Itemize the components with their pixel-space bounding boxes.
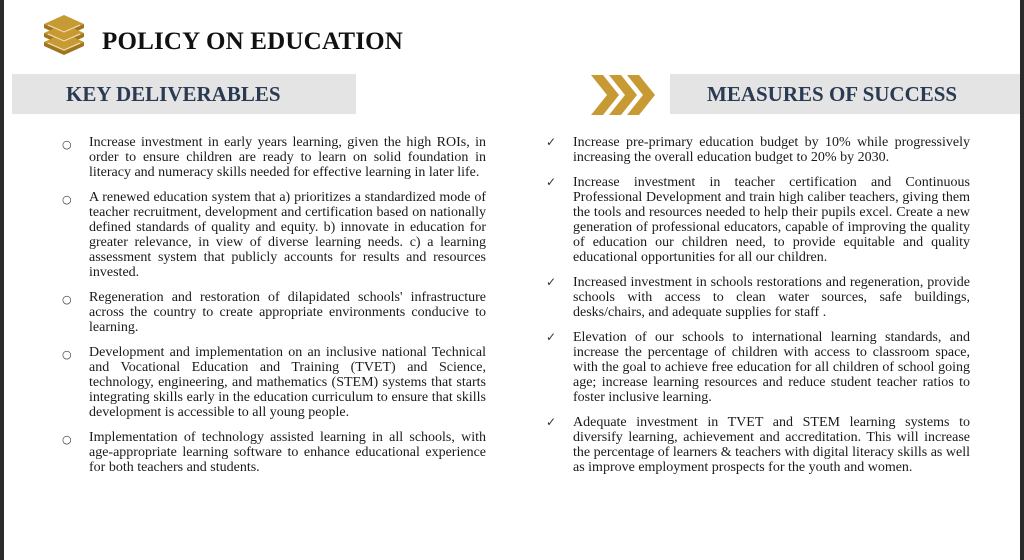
measures-of-success-list: [546, 135, 970, 485]
checkmark-icon: ✓: [546, 175, 557, 189]
list-item-text: Increased investment in schools restorations and regeneration, provide schools with access to clean water sources, safe buildings, desks/chairs, and adequate supplies for staff .: [573, 275, 970, 320]
checkmark-icon: ✓: [546, 415, 557, 429]
circle-bullet-icon: ○: [62, 293, 72, 306]
list-item: [62, 430, 486, 475]
slide-page: [4, 0, 1020, 560]
measures-of-success-heading: MEASURES OF SUCCESS: [707, 82, 958, 106]
list-item-text: Implementation of technology assisted learning in all schools, with age-appropriate learning software to enhance educational experience for both teachers and students.: [89, 430, 486, 475]
list-item: [546, 415, 970, 475]
list-item: [62, 135, 486, 180]
list-item-text: Regeneration and restoration of dilapidated schools' infrastructure across the country to create appropriate environments conducive to learning.: [89, 290, 486, 335]
key-deliverables-list: [62, 135, 486, 485]
list-item: [62, 190, 486, 280]
list-item-text: Increase investment in teacher certification and Continuous Professional Development and train high caliber teachers, giving them the tools and resources needed to help their pupils excel. Create a new generation of professional educators, capable of improving the quality of education our children need, to provide equitable and quality educational opportunities for all our children.: [573, 175, 970, 265]
list-item-text: Increase investment in early years learning, given the high ROIs, in order to ensure children are ready to learn on solid foundation in literacy and numeracy skills needed for effective learning in later life.: [89, 135, 486, 180]
checkmark-icon: ✓: [546, 135, 557, 149]
key-deliverables-heading: KEY DELIVERABLES: [66, 82, 281, 106]
list-item: [546, 175, 970, 265]
triple-chevron-right-icon: [589, 73, 657, 117]
page-title: POLICY ON EDUCATION: [102, 28, 404, 55]
circle-bullet-icon: ○: [62, 433, 72, 446]
circle-bullet-icon: ○: [62, 193, 72, 206]
checkmark-icon: ✓: [546, 330, 557, 344]
list-item: [546, 275, 970, 320]
list-item-text: Development and implementation on an inclusive national Technical and Vocational Education and Training (TVET) and Science, technology, engineering, and mathematics (STEM) systems that starts integrating skills early in the education curriculum to ensure that skills development is accessible to all young people.: [89, 345, 486, 420]
measures-of-success-band: [670, 74, 1022, 114]
stacked-books-icon: [40, 12, 88, 58]
list-item: [546, 330, 970, 405]
right-page-edge: [1020, 0, 1024, 560]
list-item: [546, 135, 970, 165]
list-item-text: A renewed education system that a) prioritizes a standardized mode of teacher recruitment, development and certification based on nationally defined standards of quality and equity. b) innovate in education for greater relevance, in view of diverse learning needs. c) a learning assessment system that publicly accounts for results and resources invested.: [89, 190, 486, 280]
circle-bullet-icon: ○: [62, 138, 72, 151]
key-deliverables-band: [12, 74, 356, 114]
list-item-text: Increase pre-primary education budget by 10% while progressively increasing the overall education budget to 20% by 2030.: [573, 135, 970, 165]
list-item-text: Adequate investment in TVET and STEM learning systems to diversify learning, achievement and accreditation. This will increase the percentage of learners & teachers with digital literacy skills as well as improve employment prospects for the youth and women.: [573, 415, 970, 475]
list-item: [62, 345, 486, 420]
list-item-text: Elevation of our schools to international learning standards, and increase the percentage of children with access to classroom space, with the goal to achieve free education for all children of school going age; increase learning resources and reduce student teacher ratios to foster inclusive learning.: [573, 330, 970, 405]
list-item: [62, 290, 486, 335]
circle-bullet-icon: ○: [62, 348, 72, 361]
checkmark-icon: ✓: [546, 275, 557, 289]
